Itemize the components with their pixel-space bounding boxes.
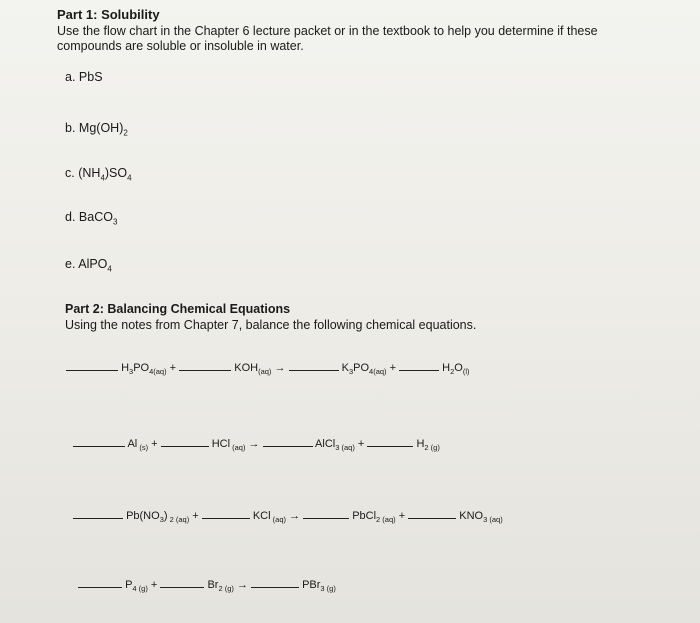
equation-4 bbox=[78, 577, 336, 593]
eq-sub: 3 bbox=[129, 367, 134, 377]
eq-sub: (aq) bbox=[380, 515, 396, 525]
eq-term: PO bbox=[353, 362, 370, 374]
item-label: c. bbox=[65, 166, 75, 180]
reaction-arrow: → bbox=[289, 510, 301, 522]
eq-term: PO bbox=[133, 362, 150, 374]
eq-term: H bbox=[121, 362, 130, 374]
eq-term: Br bbox=[207, 579, 219, 591]
item-formula-sub: 4 bbox=[107, 264, 112, 274]
reaction-arrow: → bbox=[248, 438, 260, 450]
equation-3 bbox=[73, 508, 503, 524]
eq-sub: 2 (aq) bbox=[167, 515, 190, 525]
eq-term: KCl bbox=[252, 510, 271, 522]
plus-sign: + bbox=[389, 362, 397, 374]
eq-term: KNO bbox=[459, 510, 484, 522]
item-label: e. bbox=[65, 257, 76, 271]
item-label: b. bbox=[65, 121, 76, 135]
answer-blank[interactable] bbox=[66, 360, 118, 371]
eq-sub: 4(aq) bbox=[149, 367, 167, 377]
answer-blank[interactable] bbox=[179, 360, 231, 371]
eq-term: P bbox=[125, 579, 133, 591]
item-formula-sub2: 4 bbox=[127, 173, 132, 183]
eq-sub: 2 bbox=[424, 443, 429, 453]
eq-sub: 2 (g) bbox=[218, 584, 234, 594]
eq-term: H bbox=[442, 362, 451, 374]
answer-blank[interactable] bbox=[251, 577, 299, 588]
reaction-arrow: → bbox=[274, 362, 286, 374]
plus-sign: + bbox=[150, 579, 158, 591]
item-formula: AlPO bbox=[78, 257, 108, 271]
eq-sub: 3 (aq) bbox=[483, 515, 503, 525]
eq-sub: 4 (g) bbox=[132, 584, 148, 594]
answer-blank[interactable] bbox=[289, 360, 339, 371]
eq-sub: 3 bbox=[159, 515, 164, 525]
eq-sub: 3 bbox=[348, 367, 354, 377]
eq-sub: 2 bbox=[450, 367, 455, 377]
list-item bbox=[65, 70, 103, 84]
part1-instruction-line1: Use the flow chart in the Chapter 6 lecture packet or in the textbook to help you determine if these bbox=[57, 24, 598, 38]
item-formula-sub: 2 bbox=[123, 128, 128, 138]
eq-term: AlCl bbox=[315, 438, 336, 450]
eq-term: PBr bbox=[302, 579, 321, 591]
plus-sign: + bbox=[192, 510, 199, 522]
part2-title: Part 2: Balancing Chemical Equations bbox=[65, 302, 291, 316]
list-item bbox=[65, 166, 132, 183]
item-label: d. bbox=[65, 210, 76, 224]
answer-blank[interactable] bbox=[160, 577, 204, 588]
item-formula: PbS bbox=[78, 70, 103, 84]
eq-term: PbCl bbox=[352, 510, 377, 522]
item-formula-tail: )SO bbox=[104, 166, 128, 180]
plus-sign: + bbox=[151, 438, 158, 450]
answer-blank[interactable] bbox=[161, 436, 209, 447]
answer-blank[interactable] bbox=[408, 508, 456, 519]
answer-blank[interactable] bbox=[263, 436, 313, 447]
answer-blank[interactable] bbox=[367, 436, 413, 447]
answer-blank[interactable] bbox=[202, 508, 250, 519]
part1-title: Part 1: Solubility bbox=[57, 7, 160, 22]
eq-sub: (aq) bbox=[230, 443, 246, 453]
eq-term: Al bbox=[127, 438, 138, 450]
eq-sub: 2 bbox=[376, 515, 381, 525]
eq-sub: (l) bbox=[462, 367, 470, 377]
equation-1 bbox=[66, 360, 470, 376]
eq-sub: 3 bbox=[335, 443, 340, 453]
eq-sub: (aq) bbox=[270, 515, 286, 525]
eq-term: K bbox=[341, 362, 349, 374]
plus-sign: + bbox=[398, 510, 406, 522]
item-label: a. bbox=[65, 70, 76, 84]
eq-term: KOH bbox=[234, 362, 259, 374]
reaction-arrow: → bbox=[236, 579, 248, 591]
eq-term: ) bbox=[163, 510, 168, 522]
list-item bbox=[65, 121, 128, 138]
plus-sign: + bbox=[169, 362, 177, 374]
eq-sub: (aq) bbox=[258, 367, 272, 377]
answer-blank[interactable] bbox=[73, 436, 125, 447]
eq-term: HCl bbox=[211, 438, 231, 450]
eq-term: H bbox=[416, 438, 425, 450]
answer-blank[interactable] bbox=[303, 508, 349, 519]
eq-sub: 4(aq) bbox=[369, 367, 387, 377]
eq-sub: (g) bbox=[428, 443, 440, 453]
list-item bbox=[65, 257, 112, 274]
item-formula: BaCO bbox=[78, 210, 113, 224]
eq-term: Pb(NO bbox=[126, 510, 160, 522]
eq-term: O bbox=[454, 362, 463, 374]
answer-blank[interactable] bbox=[399, 360, 439, 371]
eq-sub: 3 (g) bbox=[320, 584, 336, 594]
item-formula: Mg(OH) bbox=[78, 121, 124, 135]
part1-instruction-line2: compounds are soluble or insoluble in water. bbox=[57, 39, 304, 53]
item-formula: (NH bbox=[78, 166, 101, 180]
part2-instruction: Using the notes from Chapter 7, balance the following chemical equations. bbox=[65, 318, 477, 332]
item-formula-sub: 4 bbox=[100, 173, 105, 183]
eq-sub: (aq) bbox=[339, 443, 355, 453]
answer-blank[interactable] bbox=[73, 508, 123, 519]
plus-sign: + bbox=[357, 438, 365, 450]
eq-sub: (s) bbox=[137, 443, 149, 453]
list-item bbox=[65, 210, 117, 227]
equation-2 bbox=[73, 436, 440, 452]
answer-blank[interactable] bbox=[78, 577, 122, 588]
item-formula-sub: 3 bbox=[112, 217, 118, 227]
